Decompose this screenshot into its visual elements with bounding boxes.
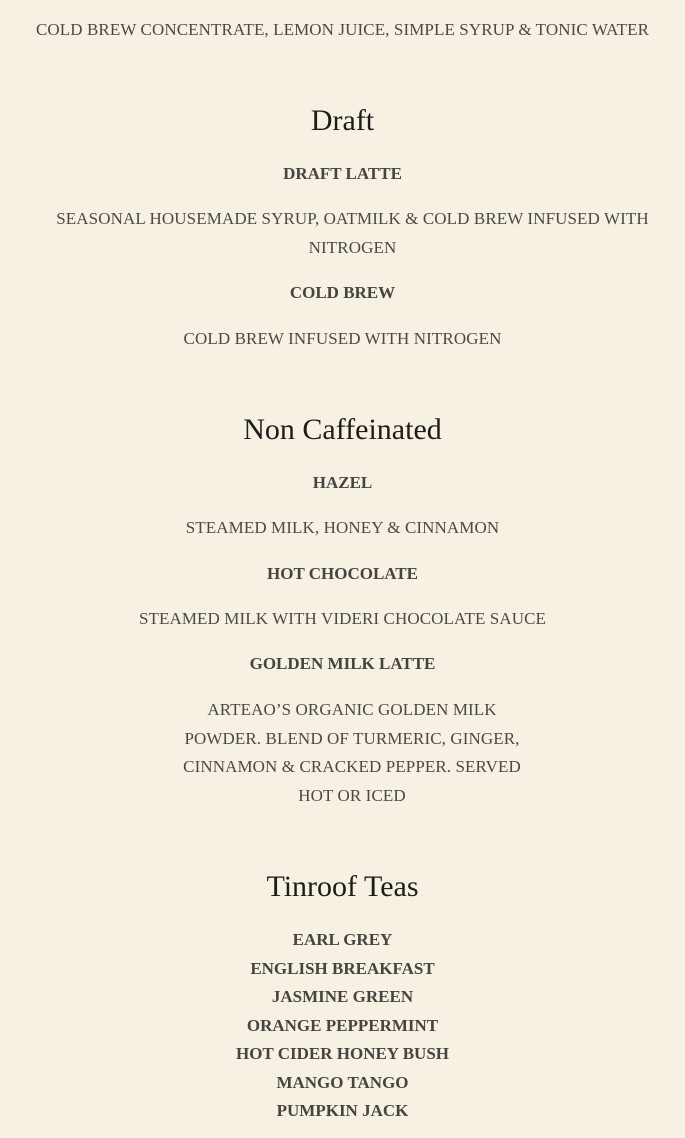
item-name-golden-milk-latte: GOLDEN MILK LATTE: [249, 654, 436, 673]
item-description-golden-milk-latte: ARTEAO’S ORGANIC GOLDEN MILK POWDER. BLEND OF TURMERIC, GINGER, CINNAMON & CRACKED PEPPER. SERVED HOT OR ICED: [183, 700, 521, 805]
item-description-hot-chocolate: STEAMED MILK WITH VIDERI CHOCOLATE SAUCE: [138, 609, 547, 628]
section-title-tinroof-teas: Tinroof Teas: [266, 870, 419, 903]
section-title-draft: Draft: [310, 104, 375, 137]
tea-item-hot-cider-honey-bush: HOT CIDER HONEY BUSH: [235, 1044, 449, 1063]
item-description: COLD BREW CONCENTRATE, LEMON JUICE, SIMPLE SYRUP & TONIC WATER: [35, 20, 650, 39]
tea-item-mango-tango: MANGO TANGO: [276, 1072, 409, 1092]
item-name-hazel: HAZEL: [312, 473, 373, 492]
tea-item-orange-peppermint: ORANGE PEPPERMINT: [246, 1015, 439, 1035]
tea-item-earl-grey: EARL GREY: [292, 930, 393, 949]
item-description-draft-latte: SEASONAL HOUSEMADE SYRUP, OATMILK & COLD BREW INFUSED WITH NITROGEN: [56, 209, 649, 257]
item-name-draft-latte: DRAFT LATTE: [283, 164, 402, 183]
section-title-non-caffeinated: Non Caffeinated: [243, 413, 442, 446]
tea-item-pumpkin-jack: PUMPKIN JACK: [276, 1101, 409, 1120]
tea-item-jasmine-green: JASMINE GREEN: [271, 987, 414, 1006]
tea-item-english-breakfast: ENGLISH BREAKFAST: [250, 958, 435, 978]
tea-list: [0, 926, 685, 1126]
item-description-hazel: STEAMED MILK, HONEY & CINNAMON: [185, 518, 500, 537]
item-name-hot-chocolate: HOT CHOCOLATE: [267, 564, 418, 583]
item-description-cold-brew: COLD BREW INFUSED WITH NITROGEN: [183, 329, 502, 348]
item-name-cold-brew: COLD BREW: [289, 283, 396, 302]
